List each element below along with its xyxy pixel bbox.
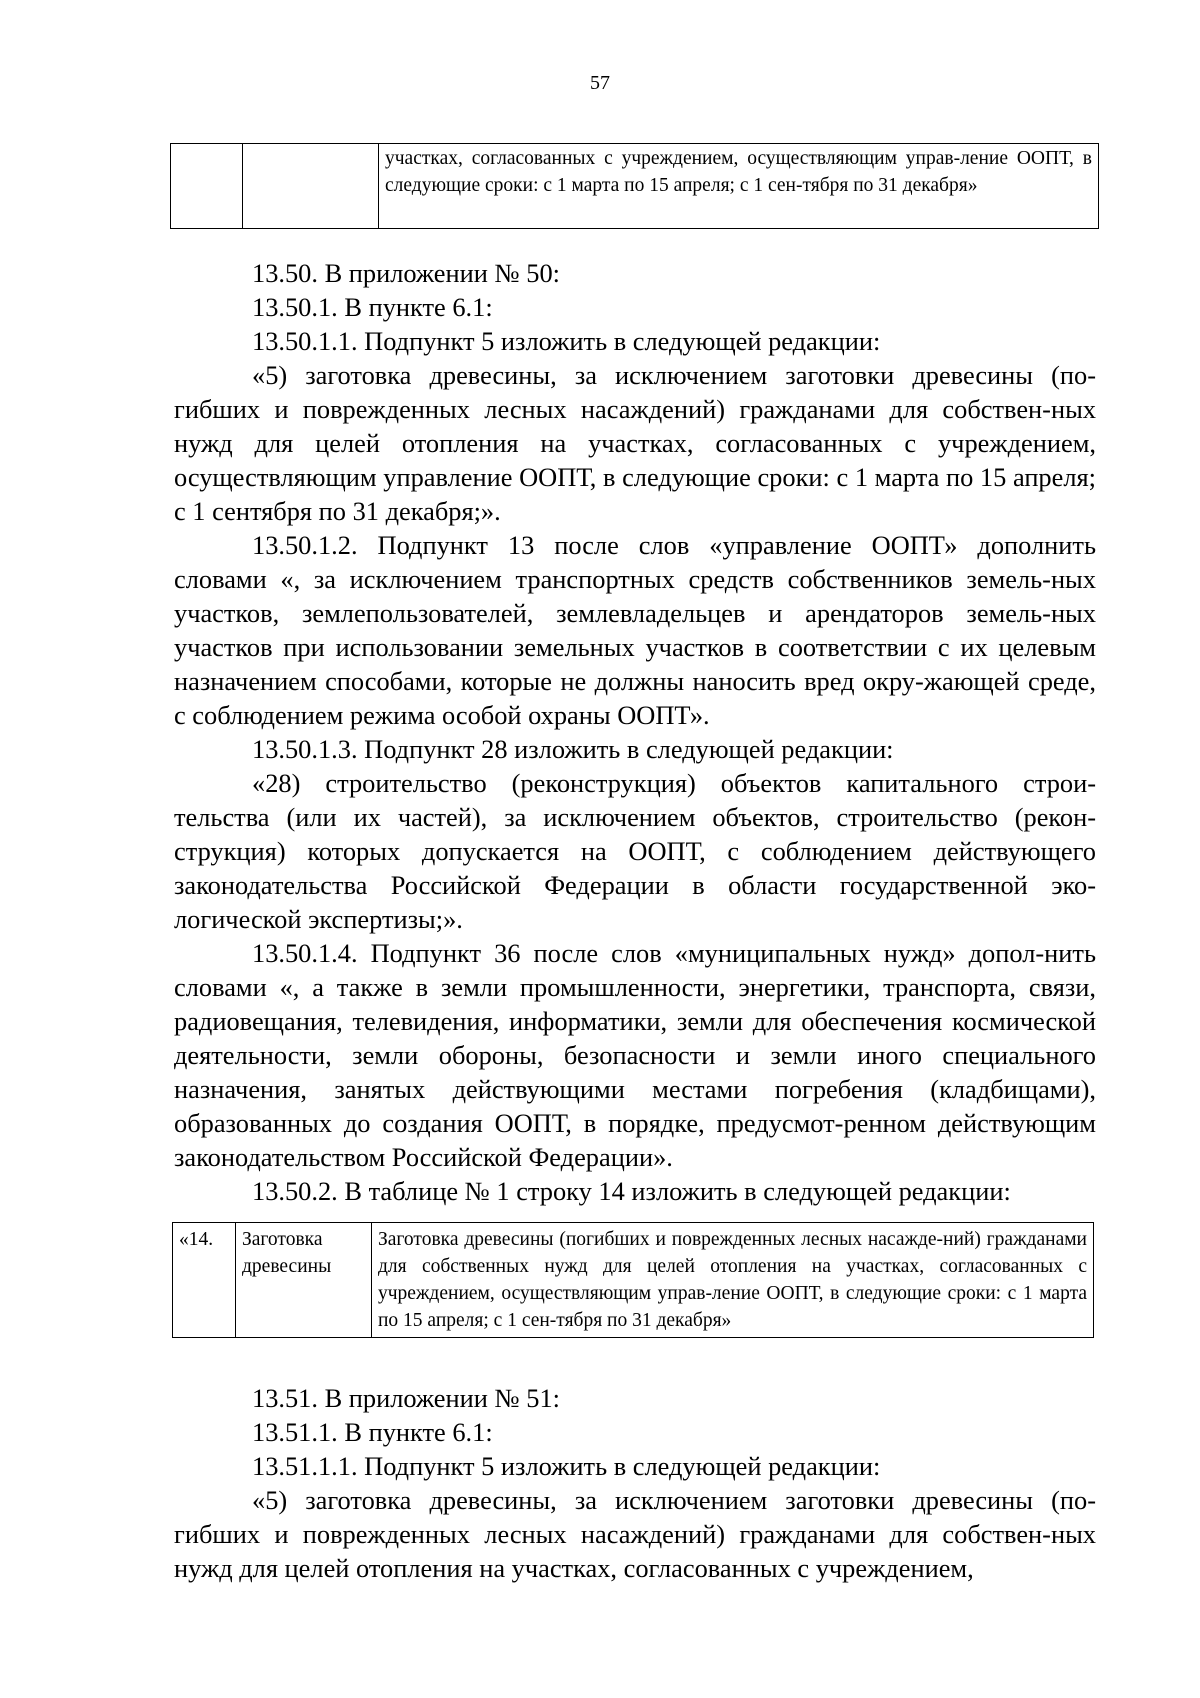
table-row: [171, 144, 1099, 229]
row-number-cell: «14.: [173, 1223, 236, 1338]
paragraph: 13.50.1.1. Подпункт 5 изложить в следующей редакции:: [252, 326, 881, 356]
page-number: 57: [590, 72, 610, 94]
paragraph: 13.51. В приложении № 51:: [252, 1383, 560, 1413]
paragraph: 13.50.1.2. Подпункт 13 после слов «управление ООПТ» дополнить словами «, за исключением транспортных средств собственников земель-ных участков, землепользователей, землевладельцев и арендаторов земель-ных участков при использовании земельных участков в соответствии с их целевым назначением способами, которые не должны наносить вред окру-жающей среде, с соблюдением режима особой охраны ООПТ».: [174, 530, 1096, 730]
paragraph: «5) заготовка древесины, за исключением заготовки древесины (по-гибших и поврежденных лесных насаждений) гражданами для собствен-ных нужд для целей отопления на участках, согласованных с учреждением, осуществляющим управление ООПТ, в следующие сроки: с 1 марта по 15 апреля; с 1 сентября по 31 декабря;».: [174, 360, 1096, 526]
table-row: [173, 1223, 1094, 1338]
paragraph: 13.51.1. В пункте 6.1:: [252, 1417, 493, 1447]
empty-cell: [243, 144, 379, 229]
document-body: [174, 256, 1096, 1585]
paragraph: 13.51.1.1. Подпункт 5 изложить в следующей редакции:: [252, 1451, 881, 1481]
paragraph: 13.50. В приложении № 50:: [252, 258, 560, 288]
paragraph: 13.50.1.4. Подпункт 36 после слов «муниципальных нужд» допол-нить словами «, а также в земли промышленности, энергетики, транспорта, связи, радиовещания, телевидения, информатики, земли для обеспечения космической деятельности, земли обороны, безопасности и земли иного специального назначения, занятых действующими местами погребения (кладбищами), образованных до создания ООПТ, в порядке, предусмот-ренном действующим законодательством Российской Федерации».: [174, 938, 1096, 1172]
paragraph: 13.50.1. В пункте 6.1:: [252, 292, 493, 322]
row-description-cell: Заготовка древесины (погибших и поврежденных лесных насажде-ний) гражданами для собственных нужд для целей отопления на участках, согласованных с учреждением, осуществляющим управ-ление ООПТ, в следующие сроки: с 1 марта по 15 апреля; с 1 сен-тября по 31 декабря»: [372, 1223, 1094, 1338]
paragraph: 13.50.2. В таблице № 1 строку 14 изложить в следующей редакции:: [252, 1176, 1011, 1206]
empty-cell: [171, 144, 243, 229]
paragraph: «5) заготовка древесины, за исключением заготовки древесины (по-гибших и поврежденных лесных насаждений) гражданами для собствен-ных нужд для целей отопления на участках, согласованных с учреждением,: [174, 1485, 1096, 1583]
continuation-cell-text: участках, согласованных с учреждением, осуществляющим управ-ление ООПТ, в следующие сроки: с 1 марта по 15 апреля; с 1 сен-тября по 31 декабря»: [379, 144, 1099, 229]
paragraph: «28) строительство (реконструкция) объектов капитального строи-тельства (или их частей), за исключением объектов, строительство (рекон-струкция) которых допускается на ООПТ, с соблюдением действующего законодательства Российской Федерации в области государственной эко-логической экспертизы;».: [174, 768, 1096, 934]
paragraph: 13.50.1.3. Подпункт 28 изложить в следующей редакции:: [252, 734, 894, 764]
continuation-table: [170, 143, 1099, 229]
row-name-cell: Заготовка древесины: [236, 1223, 372, 1338]
row-14-table: [172, 1222, 1094, 1338]
